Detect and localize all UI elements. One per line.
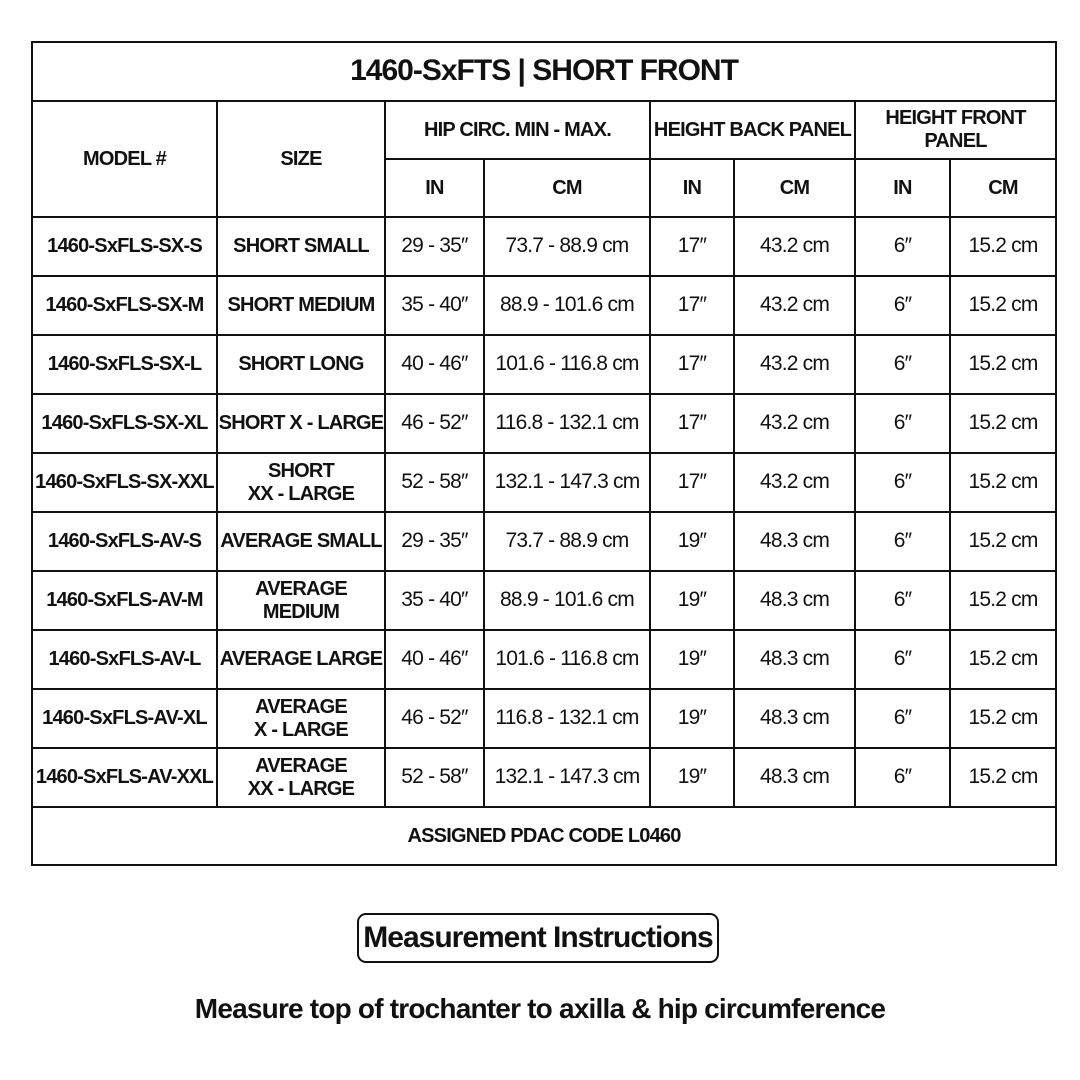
footer-row bbox=[32, 807, 1056, 865]
height-back-cm: 43.2 cm bbox=[734, 276, 855, 335]
size-name: AVERAGE MEDIUM bbox=[217, 571, 385, 630]
hip-circ-cm: 88.9 - 101.6 cm bbox=[484, 571, 650, 630]
height-front-cm: 15.2 cm bbox=[950, 453, 1056, 512]
hip-circ-cm: 116.8 - 132.1 cm bbox=[484, 394, 650, 453]
height-front-cm: 15.2 cm bbox=[950, 217, 1056, 276]
height-front-cm: 15.2 cm bbox=[950, 571, 1056, 630]
hip-circ-in: 35 - 40″ bbox=[385, 276, 484, 335]
hip-circ-cm: 88.9 - 101.6 cm bbox=[484, 276, 650, 335]
height-front-in: 6″ bbox=[855, 394, 950, 453]
header-height-front-panel: HEIGHT FRONT PANEL bbox=[855, 101, 1056, 159]
model-number: 1460-SxFLS-AV-XXL bbox=[32, 748, 217, 807]
height-back-cm: 43.2 cm bbox=[734, 453, 855, 512]
table-row bbox=[32, 630, 1056, 689]
height-front-cm: 15.2 cm bbox=[950, 335, 1056, 394]
size-name: SHORT XX - LARGE bbox=[217, 453, 385, 512]
model-number: 1460-SxFLS-AV-M bbox=[32, 571, 217, 630]
height-front-in: 6″ bbox=[855, 512, 950, 571]
pdac-code: ASSIGNED PDAC CODE L0460 bbox=[32, 807, 1056, 865]
height-front-in: 6″ bbox=[855, 453, 950, 512]
size-name: SHORT LONG bbox=[217, 335, 385, 394]
measurement-instructions-text: Measure top of trochanter to axilla & hip circumference bbox=[194, 993, 886, 1024]
table-title: 1460-SxFTS | SHORT FRONT bbox=[32, 42, 1056, 101]
hip-circ-in: 35 - 40″ bbox=[385, 571, 484, 630]
height-back-cm: 43.2 cm bbox=[734, 394, 855, 453]
hip-circ-cm: 73.7 - 88.9 cm bbox=[484, 217, 650, 276]
table-row bbox=[32, 453, 1056, 512]
height-front-in: 6″ bbox=[855, 571, 950, 630]
height-front-cm: 15.2 cm bbox=[950, 748, 1056, 807]
model-number: 1460-SxFLS-AV-L bbox=[32, 630, 217, 689]
model-number: 1460-SxFLS-SX-L bbox=[32, 335, 217, 394]
hip-circ-in: 29 - 35″ bbox=[385, 217, 484, 276]
height-front-cm: 15.2 cm bbox=[950, 630, 1056, 689]
header-height-back-panel: HEIGHT BACK PANEL bbox=[650, 101, 855, 159]
unit-header-front-cm: CM bbox=[950, 159, 1056, 217]
hip-circ-in: 40 - 46″ bbox=[385, 335, 484, 394]
table-row bbox=[32, 571, 1056, 630]
hip-circ-in: 46 - 52″ bbox=[385, 689, 484, 748]
model-number: 1460-SxFLS-SX-XXL bbox=[32, 453, 217, 512]
height-back-in: 19″ bbox=[650, 748, 734, 807]
height-back-in: 17″ bbox=[650, 453, 734, 512]
hip-circ-cm: 73.7 - 88.9 cm bbox=[484, 512, 650, 571]
size-name: AVERAGE XX - LARGE bbox=[217, 748, 385, 807]
height-front-cm: 15.2 cm bbox=[950, 689, 1056, 748]
unit-header-hip-cm: CM bbox=[484, 159, 650, 217]
title-row bbox=[32, 42, 1056, 101]
size-chart-table bbox=[31, 41, 1057, 866]
height-back-cm: 43.2 cm bbox=[734, 217, 855, 276]
height-back-cm: 48.3 cm bbox=[734, 630, 855, 689]
size-name: AVERAGE SMALL bbox=[217, 512, 385, 571]
height-back-in: 19″ bbox=[650, 571, 734, 630]
height-front-in: 6″ bbox=[855, 689, 950, 748]
header-model: MODEL # bbox=[32, 101, 217, 217]
measurement-instructions-heading: Measurement Instructions bbox=[357, 913, 719, 963]
height-back-cm: 48.3 cm bbox=[734, 689, 855, 748]
hip-circ-in: 46 - 52″ bbox=[385, 394, 484, 453]
unit-header-back-cm: CM bbox=[734, 159, 855, 217]
unit-header-front-in: IN bbox=[855, 159, 950, 217]
table-row bbox=[32, 217, 1056, 276]
model-number: 1460-SxFLS-AV-S bbox=[32, 512, 217, 571]
hip-circ-cm: 101.6 - 116.8 cm bbox=[484, 630, 650, 689]
height-back-in: 17″ bbox=[650, 335, 734, 394]
height-back-cm: 48.3 cm bbox=[734, 571, 855, 630]
model-number: 1460-SxFLS-SX-S bbox=[32, 217, 217, 276]
table-row bbox=[32, 335, 1056, 394]
hip-circ-in: 29 - 35″ bbox=[385, 512, 484, 571]
height-back-in: 17″ bbox=[650, 276, 734, 335]
hip-circ-in: 52 - 58″ bbox=[385, 748, 484, 807]
header-row bbox=[32, 101, 1056, 159]
height-back-in: 17″ bbox=[650, 394, 734, 453]
model-number: 1460-SxFLS-SX-XL bbox=[32, 394, 217, 453]
header-hip-circ: HIP CIRC. MIN - MAX. bbox=[385, 101, 650, 159]
size-name: SHORT MEDIUM bbox=[217, 276, 385, 335]
height-front-in: 6″ bbox=[855, 630, 950, 689]
model-number: 1460-SxFLS-AV-XL bbox=[32, 689, 217, 748]
height-front-cm: 15.2 cm bbox=[950, 394, 1056, 453]
hip-circ-cm: 132.1 - 147.3 cm bbox=[484, 748, 650, 807]
hip-circ-cm: 132.1 - 147.3 cm bbox=[484, 453, 650, 512]
height-back-cm: 48.3 cm bbox=[734, 512, 855, 571]
table-row bbox=[32, 276, 1056, 335]
height-back-in: 17″ bbox=[650, 217, 734, 276]
hip-circ-cm: 116.8 - 132.1 cm bbox=[484, 689, 650, 748]
hip-circ-in: 40 - 46″ bbox=[385, 630, 484, 689]
height-back-in: 19″ bbox=[650, 630, 734, 689]
size-name: SHORT SMALL bbox=[217, 217, 385, 276]
hip-circ-cm: 101.6 - 116.8 cm bbox=[484, 335, 650, 394]
size-name: SHORT X - LARGE bbox=[217, 394, 385, 453]
unit-header-hip-in: IN bbox=[385, 159, 484, 217]
height-front-in: 6″ bbox=[855, 748, 950, 807]
hip-circ-in: 52 - 58″ bbox=[385, 453, 484, 512]
size-name: AVERAGE LARGE bbox=[217, 630, 385, 689]
height-front-in: 6″ bbox=[855, 276, 950, 335]
table-row bbox=[32, 512, 1056, 571]
height-front-in: 6″ bbox=[855, 335, 950, 394]
height-front-cm: 15.2 cm bbox=[950, 276, 1056, 335]
height-back-cm: 43.2 cm bbox=[734, 335, 855, 394]
height-front-in: 6″ bbox=[855, 217, 950, 276]
height-front-cm: 15.2 cm bbox=[950, 512, 1056, 571]
height-back-in: 19″ bbox=[650, 512, 734, 571]
table-row bbox=[32, 689, 1056, 748]
header-size: SIZE bbox=[217, 101, 385, 217]
height-back-in: 19″ bbox=[650, 689, 734, 748]
table-row bbox=[32, 748, 1056, 807]
size-name: AVERAGE X - LARGE bbox=[217, 689, 385, 748]
model-number: 1460-SxFLS-SX-M bbox=[32, 276, 217, 335]
table-row bbox=[32, 394, 1056, 453]
unit-header-back-in: IN bbox=[650, 159, 734, 217]
height-back-cm: 48.3 cm bbox=[734, 748, 855, 807]
